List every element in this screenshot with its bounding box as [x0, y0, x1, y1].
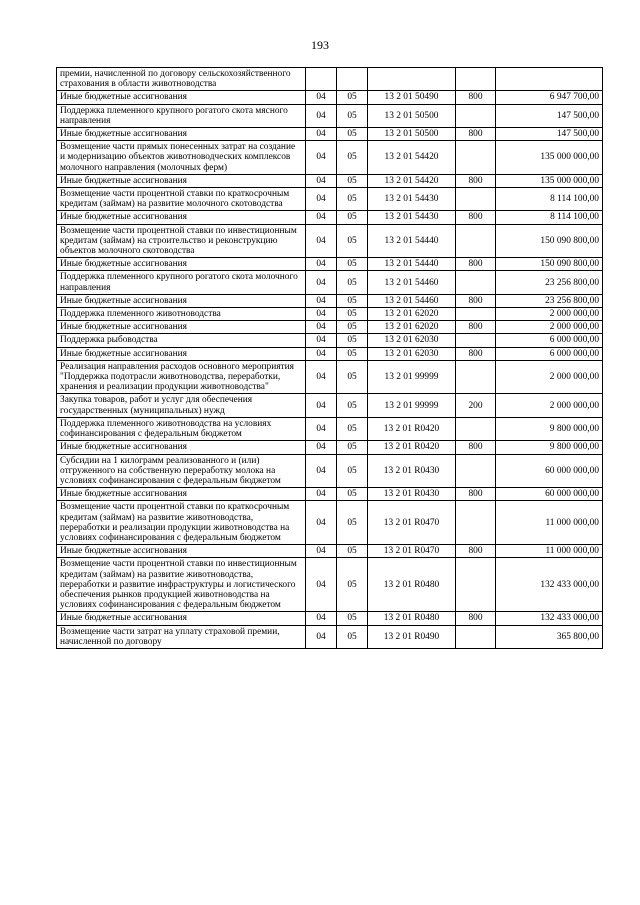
row-name-cell: Иные бюджетные ассигнования: [57, 128, 306, 141]
row-section-cell: 04: [306, 308, 337, 321]
row-target-article-cell: 13 2 01 99999: [368, 394, 456, 417]
row-expense-type-cell: 800: [456, 612, 496, 625]
row-expense-type-cell: 800: [456, 174, 496, 187]
table-row: [57, 625, 603, 648]
table-row: [57, 612, 603, 625]
row-name-cell: Возмещение части процентной ставки по инвестиционным кредитам (займам) на строительство и реконструкцию объектов молочного скотоводства: [57, 224, 306, 258]
row-section-cell: 04: [306, 488, 337, 501]
row-expense-type-cell: 800: [456, 294, 496, 307]
row-expense-type-cell: [456, 188, 496, 211]
row-section-cell: 04: [306, 545, 337, 558]
table-row: [57, 417, 603, 440]
row-name-cell: Иные бюджетные ассигнования: [57, 545, 306, 558]
row-name-cell: Иные бюджетные ассигнования: [57, 488, 306, 501]
page-number: 193: [311, 38, 329, 52]
table-row: [57, 174, 603, 187]
row-subsection-cell: 05: [337, 174, 368, 187]
row-expense-type-cell: 800: [456, 91, 496, 104]
row-target-article-cell: 13 2 01 R0490: [368, 625, 456, 648]
row-section-cell: 04: [306, 211, 337, 224]
row-target-article-cell: 13 2 01 R0480: [368, 558, 456, 612]
row-subsection-cell: 05: [337, 558, 368, 612]
row-expense-type-cell: 800: [456, 441, 496, 454]
row-name-cell: премии, начисленной по договору сельскохозяйственного страхования в области животноводства: [57, 68, 306, 91]
table-row: [57, 454, 603, 488]
row-expense-type-cell: [456, 224, 496, 258]
row-name-cell: Поддержка племенного крупного рогатого скота мясного направления: [57, 104, 306, 127]
table-row: [57, 211, 603, 224]
row-name-cell: Иные бюджетные ассигнования: [57, 211, 306, 224]
row-name-cell: Иные бюджетные ассигнования: [57, 91, 306, 104]
row-subsection-cell: 05: [337, 211, 368, 224]
row-amount-cell: 2 000 000,00: [496, 321, 603, 334]
table-row: [57, 91, 603, 104]
row-name-cell: Иные бюджетные ассигнования: [57, 347, 306, 360]
row-subsection-cell: 05: [337, 334, 368, 347]
row-target-article-cell: 13 2 01 R0430: [368, 488, 456, 501]
row-section-cell: 04: [306, 501, 337, 545]
row-amount-cell: 60 000 000,00: [496, 488, 603, 501]
row-name-cell: Возмещение части прямых понесенных затрат на создание и модернизацию объектов животноводческих комплексов молочного направления (молочных ферм): [57, 141, 306, 175]
row-amount-cell: [496, 68, 603, 91]
row-amount-cell: 150 090 800,00: [496, 224, 603, 258]
table-row: [57, 360, 603, 394]
table-row: [57, 501, 603, 545]
row-amount-cell: 6 000 000,00: [496, 347, 603, 360]
row-amount-cell: 2 000 000,00: [496, 308, 603, 321]
row-section-cell: 04: [306, 360, 337, 394]
row-name-cell: Поддержка рыбоводства: [57, 334, 306, 347]
row-name-cell: Возмещение части процентной ставки по краткосрочным кредитам (займам) на развитие животноводства, переработки и реализации продукции животноводства на условиях софинансирования с федеральным бюджетом: [57, 501, 306, 545]
row-name-cell: Иные бюджетные ассигнования: [57, 294, 306, 307]
row-target-article-cell: 13 2 01 R0470: [368, 501, 456, 545]
row-section-cell: 04: [306, 294, 337, 307]
row-name-cell: Иные бюджетные ассигнования: [57, 258, 306, 271]
row-amount-cell: 150 090 800,00: [496, 258, 603, 271]
row-name-cell: Иные бюджетные ассигнования: [57, 612, 306, 625]
row-amount-cell: 135 000 000,00: [496, 141, 603, 175]
row-amount-cell: 6 000 000,00: [496, 334, 603, 347]
row-subsection-cell: 05: [337, 347, 368, 360]
row-subsection-cell: 05: [337, 612, 368, 625]
row-target-article-cell: 13 2 01 50500: [368, 104, 456, 127]
row-target-article-cell: 13 2 01 R0430: [368, 454, 456, 488]
row-section-cell: [306, 68, 337, 91]
row-section-cell: 04: [306, 174, 337, 187]
row-subsection-cell: 05: [337, 188, 368, 211]
row-target-article-cell: 13 2 01 54430: [368, 188, 456, 211]
row-section-cell: 04: [306, 417, 337, 440]
row-target-article-cell: 13 2 01 R0420: [368, 417, 456, 440]
row-section-cell: 04: [306, 394, 337, 417]
table-row: [57, 545, 603, 558]
row-target-article-cell: 13 2 01 54440: [368, 258, 456, 271]
row-name-cell: Иные бюджетные ассигнования: [57, 174, 306, 187]
row-section-cell: 04: [306, 558, 337, 612]
row-expense-type-cell: [456, 558, 496, 612]
row-section-cell: 04: [306, 91, 337, 104]
row-subsection-cell: 05: [337, 394, 368, 417]
row-name-cell: Возмещение части процентной ставки по краткосрочным кредитам (займам) на развитие молочного скотоводства: [57, 188, 306, 211]
row-target-article-cell: 13 2 01 62030: [368, 334, 456, 347]
row-section-cell: 04: [306, 441, 337, 454]
table-row: [57, 394, 603, 417]
row-subsection-cell: 05: [337, 545, 368, 558]
row-amount-cell: 60 000 000,00: [496, 454, 603, 488]
row-subsection-cell: 05: [337, 625, 368, 648]
row-target-article-cell: 13 2 01 62020: [368, 308, 456, 321]
row-section-cell: 04: [306, 347, 337, 360]
table-row: [57, 188, 603, 211]
row-section-cell: 04: [306, 128, 337, 141]
row-target-article-cell: 13 2 01 50490: [368, 91, 456, 104]
row-expense-type-cell: 800: [456, 545, 496, 558]
row-amount-cell: 147 500,00: [496, 128, 603, 141]
row-section-cell: 04: [306, 612, 337, 625]
row-target-article-cell: 13 2 01 R0470: [368, 545, 456, 558]
row-expense-type-cell: [456, 417, 496, 440]
row-amount-cell: 132 433 000,00: [496, 612, 603, 625]
table-row: [57, 441, 603, 454]
row-name-cell: Возмещение части процентной ставки по инвестиционным кредитам (займам) на развитие животноводства, переработки и развитие инфраструктуры и логистического обеспечения рынков продукцией животноводства на условиях софинансирования с федеральным бюджетом: [57, 558, 306, 612]
row-name-cell: Иные бюджетные ассигнования: [57, 441, 306, 454]
table-row: [57, 271, 603, 294]
row-target-article-cell: [368, 68, 456, 91]
row-target-article-cell: 13 2 01 R0480: [368, 612, 456, 625]
row-section-cell: 04: [306, 321, 337, 334]
table-row: [57, 104, 603, 127]
table-row: [57, 308, 603, 321]
row-subsection-cell: 05: [337, 271, 368, 294]
row-expense-type-cell: [456, 501, 496, 545]
table-row: [57, 68, 603, 91]
row-section-cell: 04: [306, 271, 337, 294]
row-section-cell: 04: [306, 224, 337, 258]
row-amount-cell: 147 500,00: [496, 104, 603, 127]
row-expense-type-cell: 800: [456, 488, 496, 501]
row-expense-type-cell: 800: [456, 128, 496, 141]
row-target-article-cell: 13 2 01 62020: [368, 321, 456, 334]
budget-table: [56, 67, 603, 649]
row-expense-type-cell: 200: [456, 394, 496, 417]
row-section-cell: 04: [306, 625, 337, 648]
row-expense-type-cell: [456, 625, 496, 648]
row-target-article-cell: 13 2 01 54460: [368, 294, 456, 307]
row-name-cell: Субсидии на 1 килограмм реализованного и (или) отгруженного на собственную переработку молока на условиях софинансирования с федеральным бюджетом: [57, 454, 306, 488]
table-row: [57, 321, 603, 334]
row-expense-type-cell: [456, 360, 496, 394]
row-expense-type-cell: [456, 334, 496, 347]
row-name-cell: Реализация направления расходов основного мероприятия "Поддержка подотрасли животноводства, переработки, хранения и реализации продукции животноводства": [57, 360, 306, 394]
row-expense-type-cell: 800: [456, 258, 496, 271]
row-subsection-cell: 05: [337, 501, 368, 545]
row-subsection-cell: 05: [337, 488, 368, 501]
row-section-cell: 04: [306, 454, 337, 488]
row-subsection-cell: 05: [337, 224, 368, 258]
row-name-cell: Закупка товаров, работ и услуг для обеспечения государственных (муниципальных) нужд: [57, 394, 306, 417]
row-expense-type-cell: [456, 68, 496, 91]
row-target-article-cell: 13 2 01 99999: [368, 360, 456, 394]
row-amount-cell: 23 256 800,00: [496, 294, 603, 307]
table-row: [57, 141, 603, 175]
budget-table-body: [57, 68, 603, 649]
row-amount-cell: 11 000 000,00: [496, 501, 603, 545]
row-amount-cell: 8 114 100,00: [496, 188, 603, 211]
row-amount-cell: 135 000 000,00: [496, 174, 603, 187]
row-subsection-cell: 05: [337, 417, 368, 440]
row-subsection-cell: 05: [337, 258, 368, 271]
row-amount-cell: 8 114 100,00: [496, 211, 603, 224]
row-subsection-cell: 05: [337, 294, 368, 307]
row-target-article-cell: 13 2 01 54440: [368, 224, 456, 258]
row-section-cell: 04: [306, 334, 337, 347]
row-subsection-cell: 05: [337, 141, 368, 175]
table-row: [57, 258, 603, 271]
row-subsection-cell: 05: [337, 308, 368, 321]
table-row: [57, 224, 603, 258]
row-name-cell: Возмещение части затрат на уплату страховой премии, начисленной по договору: [57, 625, 306, 648]
row-name-cell: Поддержка племенного крупного рогатого скота молочного направления: [57, 271, 306, 294]
row-amount-cell: 2 000 000,00: [496, 360, 603, 394]
row-section-cell: 04: [306, 188, 337, 211]
row-amount-cell: 23 256 800,00: [496, 271, 603, 294]
row-target-article-cell: 13 2 01 62030: [368, 347, 456, 360]
row-name-cell: Поддержка племенного животноводства на условиях софинансирования с федеральным бюджетом: [57, 417, 306, 440]
row-subsection-cell: 05: [337, 128, 368, 141]
row-subsection-cell: 05: [337, 441, 368, 454]
row-amount-cell: 11 000 000,00: [496, 545, 603, 558]
row-expense-type-cell: 800: [456, 321, 496, 334]
row-amount-cell: 365 800,00: [496, 625, 603, 648]
row-expense-type-cell: [456, 104, 496, 127]
row-target-article-cell: 13 2 01 54430: [368, 211, 456, 224]
row-expense-type-cell: 800: [456, 211, 496, 224]
row-amount-cell: 6 947 700,00: [496, 91, 603, 104]
row-subsection-cell: 05: [337, 321, 368, 334]
table-row: [57, 488, 603, 501]
table-row: [57, 558, 603, 612]
row-section-cell: 04: [306, 258, 337, 271]
table-row: [57, 334, 603, 347]
row-amount-cell: 9 800 000,00: [496, 417, 603, 440]
row-target-article-cell: 13 2 01 R0420: [368, 441, 456, 454]
row-target-article-cell: 13 2 01 54460: [368, 271, 456, 294]
row-section-cell: 04: [306, 141, 337, 175]
row-amount-cell: 2 000 000,00: [496, 394, 603, 417]
row-subsection-cell: 05: [337, 91, 368, 104]
row-amount-cell: 132 433 000,00: [496, 558, 603, 612]
row-expense-type-cell: [456, 454, 496, 488]
row-expense-type-cell: [456, 141, 496, 175]
row-target-article-cell: 13 2 01 54420: [368, 174, 456, 187]
row-name-cell: Поддержка племенного животноводства: [57, 308, 306, 321]
row-expense-type-cell: [456, 308, 496, 321]
table-row: [57, 128, 603, 141]
row-target-article-cell: 13 2 01 50500: [368, 128, 456, 141]
row-subsection-cell: 05: [337, 454, 368, 488]
row-amount-cell: 9 800 000,00: [496, 441, 603, 454]
row-subsection-cell: 05: [337, 360, 368, 394]
row-section-cell: 04: [306, 104, 337, 127]
row-name-cell: Иные бюджетные ассигнования: [57, 321, 306, 334]
row-expense-type-cell: [456, 271, 496, 294]
table-row: [57, 294, 603, 307]
row-target-article-cell: 13 2 01 54420: [368, 141, 456, 175]
row-subsection-cell: 05: [337, 104, 368, 127]
row-subsection-cell: [337, 68, 368, 91]
table-row: [57, 347, 603, 360]
row-expense-type-cell: 800: [456, 347, 496, 360]
